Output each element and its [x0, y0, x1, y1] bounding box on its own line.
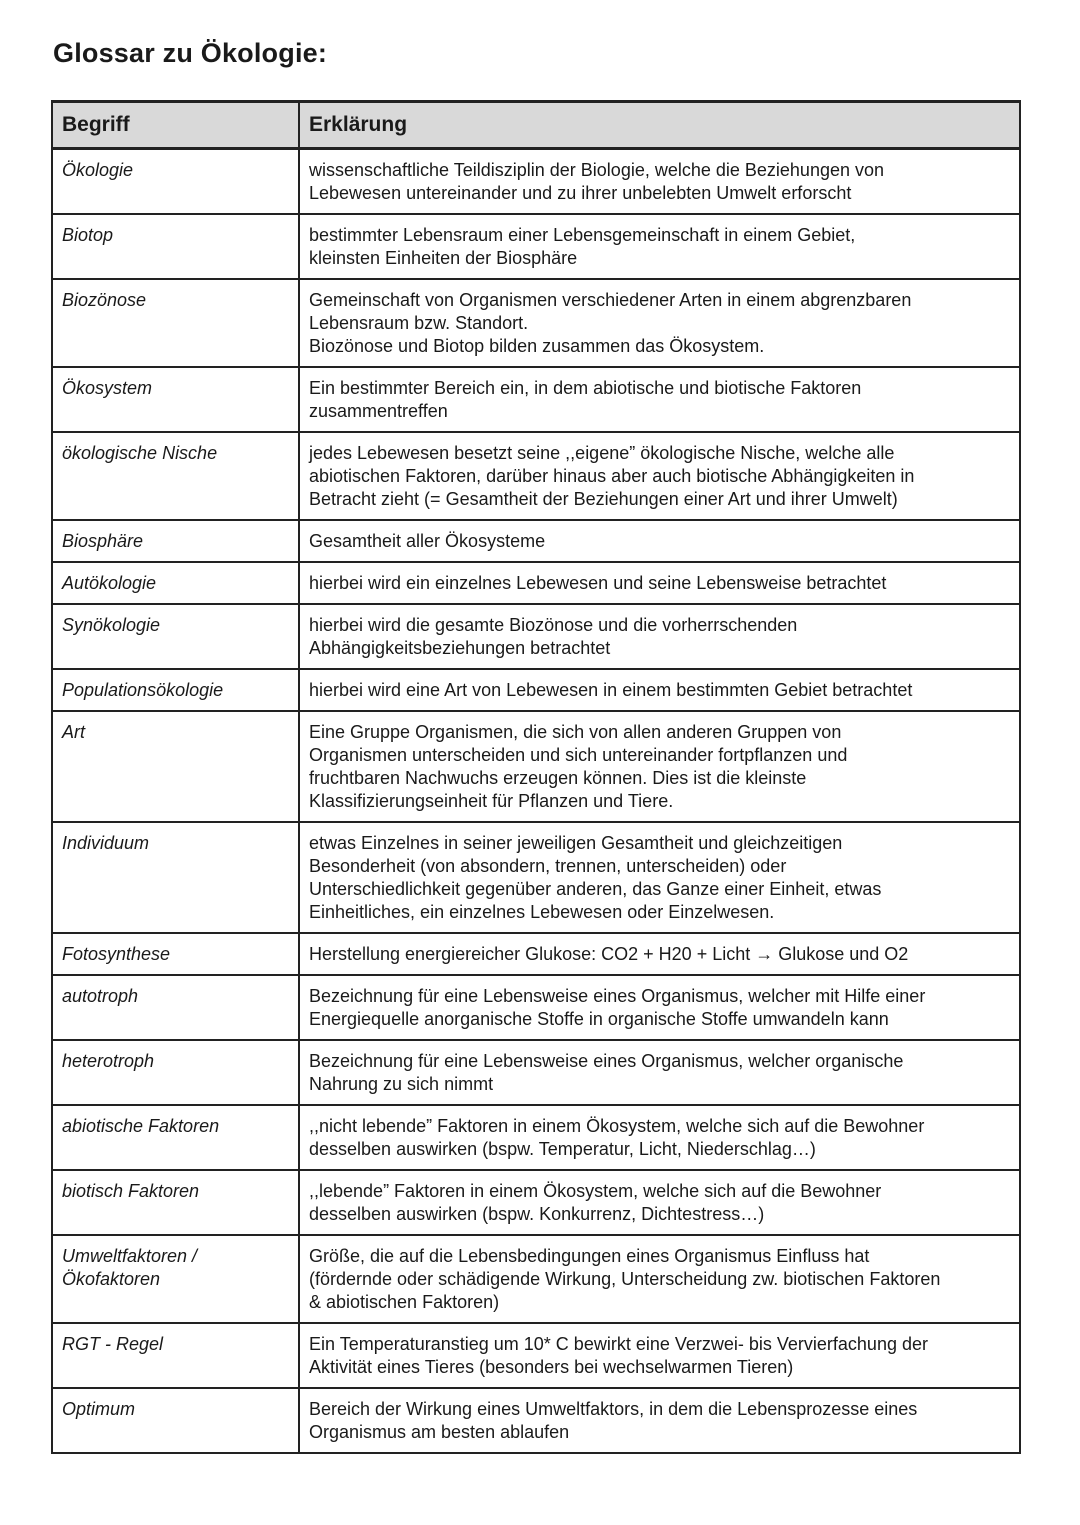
glossary-definition: [299, 1235, 1020, 1323]
column-header-definition: Erklärung: [299, 102, 1020, 149]
text-line: etwas Einzelnes in seiner jeweiligen Gesamtheit und gleichzeitigen: [309, 833, 843, 853]
text-line: hierbei wird ein einzelnes Lebewesen und seine Lebensweise betrachtet: [309, 573, 887, 593]
text-line: desselben auswirken (bspw. Temperatur, Licht, Niederschlag…): [309, 1139, 816, 1159]
column-header-term: Begriff: [52, 102, 299, 149]
text-line: zusammentreffen: [309, 401, 448, 421]
glossary-term: [52, 279, 299, 367]
table-row: [52, 1105, 1020, 1170]
glossary-definition: [299, 1323, 1020, 1388]
glossary-definition: [299, 1105, 1020, 1170]
text-line: wissenschaftliche Teildisziplin der Biologie, welche die Beziehungen von: [309, 160, 885, 180]
glossary-term: [52, 149, 299, 215]
glossary-term: [52, 432, 299, 520]
text-line: fruchtbaren Nachwuchs erzeugen können. Dies ist die kleinste: [309, 768, 807, 788]
text-line: heterotroph: [62, 1051, 155, 1071]
glossary-term: [52, 1235, 299, 1323]
glossary-term: [52, 669, 299, 711]
glossary-term: [52, 1388, 299, 1453]
text-line: Energiequelle anorganische Stoffe in organische Stoffe umwandeln kann: [309, 1009, 889, 1029]
glossary-term: [52, 1105, 299, 1170]
text-line: Lebewesen untereinander und zu ihrer unbelebten Umwelt erforscht: [309, 183, 852, 203]
glossary-definition: [299, 1040, 1020, 1105]
text-line: abiotischen Faktoren, darüber hinaus aber auch biotische Abhängigkeiten in: [309, 466, 915, 486]
table-row: [52, 975, 1020, 1040]
text-line: Organismen unterscheiden und sich untereinander fortpflanzen und: [309, 745, 848, 765]
glossary-definition: [299, 149, 1020, 215]
glossary-term: [52, 520, 299, 562]
text-line: hierbei wird eine Art von Lebewesen in einem bestimmten Gebiet betrachtet: [309, 680, 913, 700]
glossary-definition: [299, 367, 1020, 432]
text-line: Besonderheit (von absondern, trennen, unterscheiden) oder: [309, 856, 787, 876]
table-row: [52, 279, 1020, 367]
text-line: Größe, die auf die Lebensbedingungen eines Organismus Einfluss hat: [309, 1246, 870, 1266]
text-line: Abhängigkeitsbeziehungen betrachtet: [309, 638, 611, 658]
table-row: [52, 822, 1020, 933]
glossary-term: [52, 1323, 299, 1388]
text-line: Biozönose: [62, 290, 147, 310]
text-line: Art: [62, 722, 86, 742]
text-line: Synökologie: [62, 615, 161, 635]
glossary-body: [52, 149, 1020, 1454]
table-row: [52, 669, 1020, 711]
text-line: Aktivität eines Tieres (besonders bei wechselwarmen Tieren): [309, 1357, 794, 1377]
text-line: (fördernde oder schädigende Wirkung, Unterscheidung zw. biotischen Faktoren: [309, 1269, 941, 1289]
glossary-term: [52, 367, 299, 432]
glossary-term: [52, 1040, 299, 1105]
table-row: [52, 1388, 1020, 1453]
text-line: Ein bestimmter Bereich ein, in dem abiotische und biotische Faktoren: [309, 378, 862, 398]
text-line: Ökosystem: [62, 378, 153, 398]
text-line: Bereich der Wirkung eines Umweltfaktors, in dem die Lebensprozesse eines: [309, 1399, 918, 1419]
text-line: & abiotischen Faktoren): [309, 1292, 500, 1312]
glossary-definition: [299, 1388, 1020, 1453]
text-line: Eine Gruppe Organismen, die sich von allen anderen Gruppen von: [309, 722, 842, 742]
table-row: [52, 367, 1020, 432]
text-line: bestimmter Lebensraum einer Lebensgemeinschaft in einem Gebiet,: [309, 225, 856, 245]
text-line: Ein Temperaturanstieg um 10* C bewirkt eine Verzwei- bis Vervierfachung der: [309, 1334, 928, 1354]
text-line: Lebensraum bzw. Standort.: [309, 313, 529, 333]
table-row: [52, 1323, 1020, 1388]
text-line: Optimum: [62, 1399, 136, 1419]
table-row: [52, 214, 1020, 279]
table-row: [52, 520, 1020, 562]
text-line: abiotische Faktoren: [62, 1116, 220, 1136]
text-line: Biozönose und Biotop bilden zusammen das Ökosystem.: [309, 336, 765, 356]
text-line: jedes Lebewesen besetzt seine ,,eigene” ökologische Nische, welche alle: [309, 443, 895, 463]
glossary-term: [52, 822, 299, 933]
text-line: Individuum: [62, 833, 150, 853]
text-line: Autökologie: [62, 573, 157, 593]
text-line: RGT - Regel: [62, 1334, 164, 1354]
text-line: Ökofaktoren: [62, 1269, 161, 1289]
table-row: [52, 562, 1020, 604]
glossary-table: [51, 100, 1021, 1454]
page-title: Glossar zu Ökologie:: [53, 38, 328, 68]
text-line: ökologische Nische: [62, 443, 218, 463]
glossary-term: [52, 604, 299, 669]
text-line: ,,nicht lebende” Faktoren in einem Ökosystem, welche sich auf die Bewohner: [309, 1116, 925, 1136]
text-line: Umweltfaktoren /: [62, 1246, 198, 1266]
text-line: biotisch Faktoren: [62, 1181, 200, 1201]
glossary-definition: [299, 604, 1020, 669]
text-line: Fotosynthese: [62, 944, 171, 964]
glossary-definition: [299, 669, 1020, 711]
text-line: hierbei wird die gesamte Biozönose und die vorherrschenden: [309, 615, 798, 635]
glossary-term: [52, 711, 299, 822]
text-line: Nahrung zu sich nimmt: [309, 1074, 494, 1094]
table-row: [52, 149, 1020, 215]
text-line: Bezeichnung für eine Lebensweise eines Organismus, welcher organische: [309, 1051, 904, 1071]
text-line: Biosphäre: [62, 531, 144, 551]
text-line: Unterschiedlichkeit gegenüber anderen, das Ganze einer Einheit, etwas: [309, 879, 882, 899]
text-line: Biotop: [62, 225, 114, 245]
glossary-definition: [299, 975, 1020, 1040]
text-line: Bezeichnung für eine Lebensweise eines Organismus, welcher mit Hilfe einer: [309, 986, 926, 1006]
text-line: Ökologie: [62, 160, 134, 180]
glossary-definition: [299, 822, 1020, 933]
glossary-definition: [299, 711, 1020, 822]
glossary-definition: [299, 214, 1020, 279]
text-line: ,,lebende” Faktoren in einem Ökosystem, welche sich auf die Bewohner: [309, 1181, 882, 1201]
glossary-term: [52, 933, 299, 975]
table-header-row: [52, 102, 1020, 149]
glossary-term: [52, 562, 299, 604]
glossary-definition: [299, 562, 1020, 604]
glossary-definition: [299, 279, 1020, 367]
table-row: [52, 1235, 1020, 1323]
text-line: desselben auswirken (bspw. Konkurrenz, Dichtestress…): [309, 1204, 765, 1224]
table-row: [52, 933, 1020, 975]
glossary-definition: [299, 520, 1020, 562]
table-row: [52, 604, 1020, 669]
text-line: autotroph: [62, 986, 139, 1006]
text-line: Klassifizierungseinheit für Pflanzen und Tiere.: [309, 791, 674, 811]
glossary-definition: [299, 432, 1020, 520]
glossary-definition: [299, 1170, 1020, 1235]
text-line: Gemeinschaft von Organismen verschiedener Arten in einem abgrenzbaren: [309, 290, 912, 310]
text-line: Organismus am besten ablaufen: [309, 1422, 570, 1442]
glossary-term: [52, 1170, 299, 1235]
text-line: Einheitliches, ein einzelnes Lebewesen oder Einzelwesen.: [309, 902, 775, 922]
text-line: Betracht zieht (= Gesamtheit der Beziehungen einer Art und ihrer Umwelt): [309, 489, 898, 509]
glossary-term: [52, 975, 299, 1040]
table-row: [52, 1040, 1020, 1105]
table-row: [52, 432, 1020, 520]
table-row: [52, 1170, 1020, 1235]
text-line: Herstellung energiereicher Glukose: CO2 + H20 + Licht → Glukose und O2: [309, 944, 909, 964]
glossary-term: [52, 214, 299, 279]
text-line: kleinsten Einheiten der Biosphäre: [309, 248, 578, 268]
text-line: Gesamtheit aller Ökosysteme: [309, 531, 546, 551]
text-line: Populationsökologie: [62, 680, 224, 700]
glossary-definition: [299, 933, 1020, 975]
table-row: [52, 711, 1020, 822]
